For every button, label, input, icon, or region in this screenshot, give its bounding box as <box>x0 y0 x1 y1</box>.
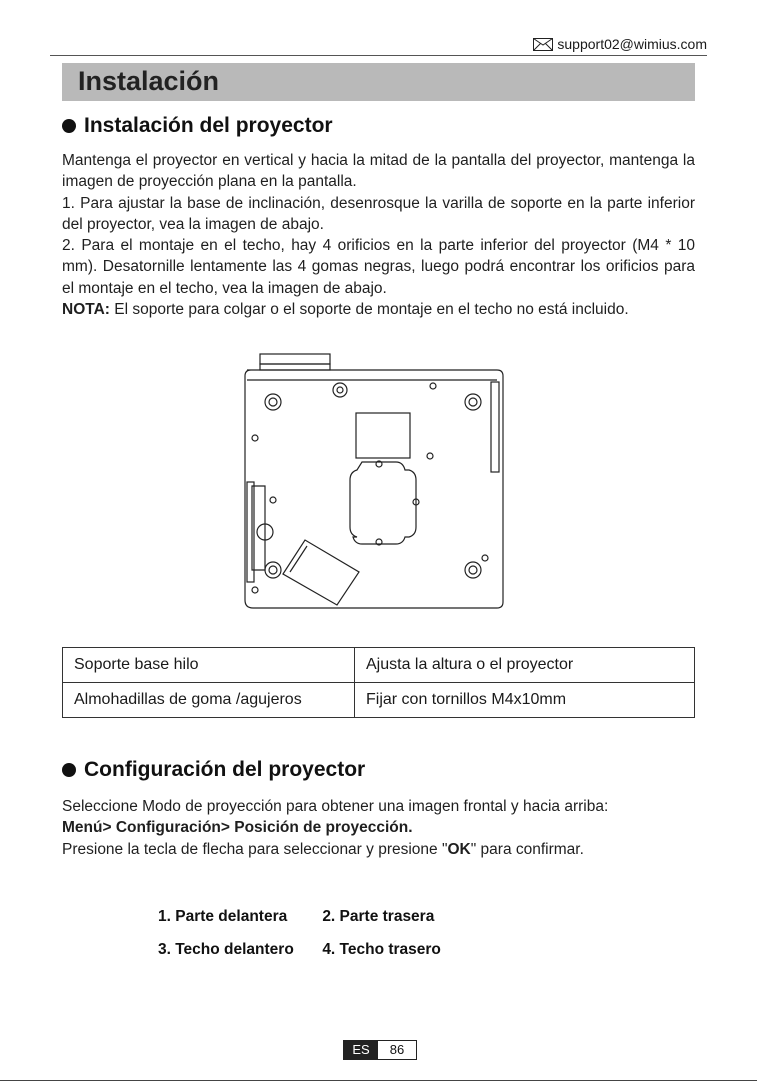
section-banner <box>62 63 695 101</box>
modes-row-1 <box>158 908 434 926</box>
config-line-3-pre: Presione la tecla de flecha para seleccionar y presione " <box>62 840 448 858</box>
config-menu-path <box>62 817 695 838</box>
install-step-1: 1. Para ajustar la base de inclinación, desenrosque la varilla de soporte en la parte inferior del proyector, vea la imagen de abajo. <box>62 194 695 233</box>
table-cell: Soporte base hilo <box>63 648 355 683</box>
install-intro: Mantenga el proyector en vertical y hacia la mitad de la pantalla del proyector, mantenga la imagen de proyección plana en la pantalla. <box>62 152 695 191</box>
table-row <box>63 683 695 718</box>
note-label: NOTA: <box>62 301 110 319</box>
envelope-icon <box>533 38 553 51</box>
bullet-icon <box>62 763 76 777</box>
install-heading-text: Instalación del proyector <box>84 114 333 137</box>
table-row <box>63 648 695 683</box>
ok-key-label: OK <box>447 840 471 858</box>
install-body <box>62 150 695 320</box>
note-text: El soporte para colgar o el soporte de montaje en el techo no está incluido. <box>109 301 629 319</box>
config-line-3-post: " para confirmar. <box>470 840 584 858</box>
mode-ceiling-front: 3. Techo delantero <box>158 941 294 958</box>
config-line-1: Seleccione Modo de proyección para obtener una imagen frontal y hacia arriba: <box>62 798 609 815</box>
table-cell: Fijar con tornillos M4x10mm <box>355 683 695 718</box>
modes-row-2 <box>158 941 441 959</box>
header-divider <box>50 55 707 56</box>
install-step-2: 2. Para el montaje en el techo, hay 4 orificios en la parte inferior del proyector (M4 * 10 mm). Desatornille lentamente las 4 gomas negras, luego podrá encontrar los orificios para el montaje en el techo, vea la imagen de abajo. <box>62 237 695 297</box>
section-title: Instalación <box>78 66 220 96</box>
config-line-3 <box>62 839 695 860</box>
install-note <box>62 299 695 320</box>
bullet-icon <box>62 119 76 133</box>
email-address: support02@wimius.com <box>557 36 707 52</box>
mode-ceiling-rear: 4. Techo trasero <box>322 941 441 958</box>
footer-divider <box>0 1080 757 1081</box>
parts-table <box>62 647 695 718</box>
mode-front: 1. Parte delantera <box>158 908 288 925</box>
language-code: ES <box>344 1041 378 1059</box>
mode-rear: 2. Parte trasera <box>322 908 435 925</box>
config-heading-text: Configuración del proyector <box>84 758 366 781</box>
projector-bottom-diagram <box>235 352 505 612</box>
menu-path-text: Menú> Configuración> Posición de proyección. <box>62 819 413 837</box>
page-number-badge <box>343 1040 417 1060</box>
table-cell: Ajusta la altura o el proyector <box>355 648 695 683</box>
page-number: 86 <box>378 1041 416 1059</box>
header-email <box>533 36 707 52</box>
config-body <box>62 796 695 860</box>
config-heading <box>62 758 365 782</box>
install-heading <box>62 114 333 138</box>
table-cell: Almohadillas de goma /agujeros <box>63 683 355 718</box>
